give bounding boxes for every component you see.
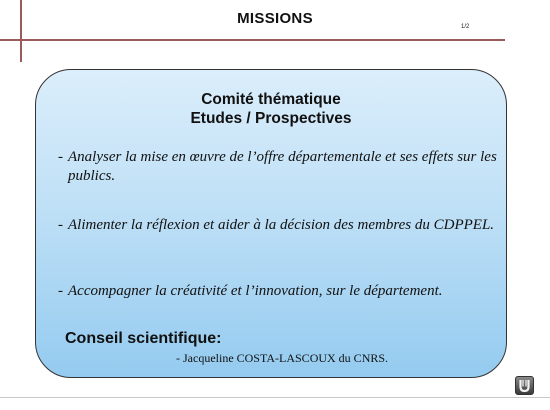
item-dash: - [58,217,63,233]
bottom-rule [0,397,550,398]
item-text: Alimenter la réflexion et aider à la décision des membres du CDPPEL. [68,217,495,233]
mission-item [58,216,498,235]
box-title-line1: Comité thématique [201,91,341,108]
mission-item [58,282,498,301]
item-dash: - [58,149,63,165]
section-heading: Conseil scientifique: [65,330,222,347]
item-text: Accompagner la créativité et l’innovation, sur le département. [68,283,443,299]
mission-item [58,148,498,186]
horizontal-rule [0,39,505,41]
u-logo-icon [515,376,534,395]
item-dash: - [58,283,63,299]
content-box [35,69,507,378]
item-text: Analyser la mise en œuvre de l’offre départementale et ses effets sur les publics. [68,149,497,184]
section-person: - Jacqueline COSTA-LASCOUX du CNRS. [176,351,389,365]
slide-title: MISSIONS [237,10,313,27]
box-title-line2: Etudes / Prospectives [190,110,352,127]
page-number: 1/2 [461,24,470,30]
